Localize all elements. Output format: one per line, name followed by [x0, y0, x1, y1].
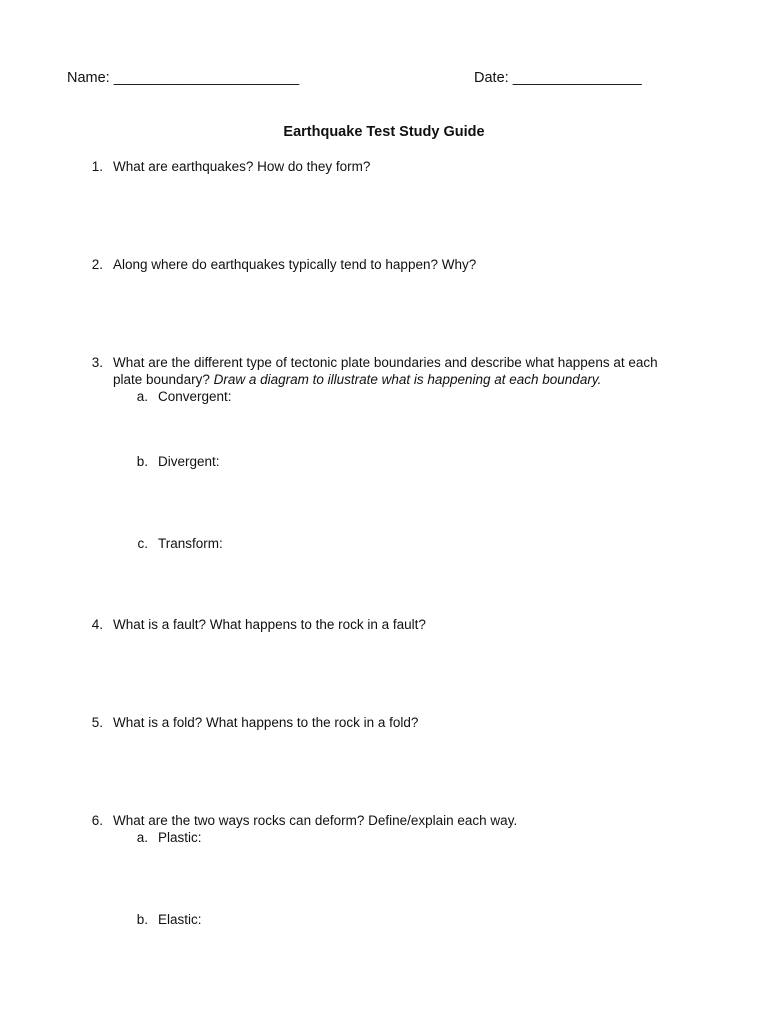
question-text: What are the two ways rocks can deform? Define/explain each way.: [113, 813, 518, 828]
question-number: 3.: [91, 355, 103, 370]
subitem-plastic: Plastic:: [158, 830, 202, 845]
name-field: [67, 70, 299, 86]
question-text: What are earthquakes? How do they form?: [113, 159, 371, 174]
question-text-line1: What are the different type of tectonic plate boundaries and describe what happens at each: [113, 355, 658, 370]
name-blank: _______________________: [113, 70, 300, 86]
subitem-convergent: Convergent:: [158, 389, 232, 404]
page-title: Earthquake Test Study Guide: [283, 124, 485, 140]
subitem-letter: a.: [136, 830, 148, 845]
question-instruction-italic: Draw a diagram to illustrate what is happening at each boundary.: [213, 372, 602, 387]
question-text: Along where do earthquakes typically tend to happen? Why?: [113, 257, 477, 272]
subitem-letter: b.: [136, 454, 148, 469]
subitem-transform: Transform:: [158, 536, 223, 551]
question-number: 6.: [91, 813, 103, 828]
question-number: 1.: [91, 159, 103, 174]
question-text: What is a fault? What happens to the rock in a fault?: [113, 617, 426, 632]
name-label: Name:: [67, 70, 110, 86]
question-text-plain: plate boundary?: [113, 372, 210, 387]
question-number: 5.: [91, 715, 103, 730]
question-number: 2.: [91, 257, 103, 272]
date-label: Date:: [474, 70, 509, 86]
subitem-elastic: Elastic:: [158, 912, 202, 927]
date-blank: ________________: [512, 70, 642, 86]
subitem-letter: b.: [136, 912, 148, 927]
subitem-divergent: Divergent:: [158, 454, 220, 469]
subitem-letter: a.: [136, 389, 148, 404]
question-text-line2: [113, 372, 601, 387]
subitem-letter: c.: [137, 536, 148, 551]
question-text: What is a fold? What happens to the rock in a fold?: [113, 715, 419, 730]
date-field: [474, 70, 642, 86]
question-number: 4.: [91, 617, 103, 632]
